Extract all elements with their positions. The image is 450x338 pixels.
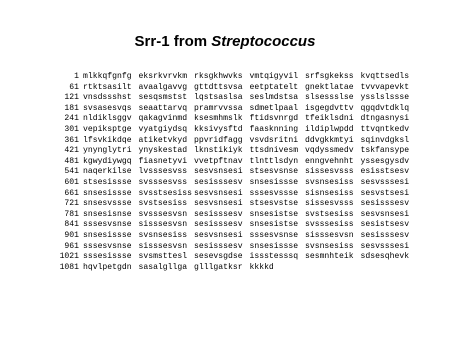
sequence-chunk: stsesissse <box>83 177 132 187</box>
sequence-chunk: yssesgysdv <box>360 156 410 166</box>
sequence-chunk: sdsesqhevk <box>360 252 410 262</box>
sequence-chunk: slsessslse <box>305 93 354 103</box>
sequence-chunk: vyatgiydsq <box>138 124 188 134</box>
residue-position: 121 <box>64 93 79 103</box>
sequence-chunk: snsesissse <box>249 241 299 251</box>
residue-position: 661 <box>64 188 79 198</box>
sequence-chunk: sssesvssse <box>249 188 299 198</box>
sequence-chunk: lfsvkikdqe <box>83 135 132 145</box>
sequence-chunk: sesistsesv <box>360 220 410 230</box>
sequence-chunk: sisssesvsn <box>138 241 188 251</box>
sequence-chunk: kgwydiywgq <box>83 156 132 166</box>
sequence-row <box>54 178 416 189</box>
sequence-chunk: sesisssesv <box>194 220 243 230</box>
sequence-row <box>54 72 416 83</box>
sequence-chunk: pramrvvssa <box>194 103 243 113</box>
sequence-block <box>54 72 416 273</box>
sequence-chunk: nldiklsggv <box>83 114 132 124</box>
residue-position: 1081 <box>59 262 79 272</box>
residue-position: 841 <box>64 220 79 230</box>
sequence-chunk: sesvsnsesi <box>194 199 243 209</box>
sequence-chunk: vsvdsritni <box>249 135 299 145</box>
sequence-chunk: sssesissse <box>83 252 132 262</box>
sequence-chunk: ppvridfagg <box>194 135 243 145</box>
sequence-chunk: kvqttsedls <box>360 72 410 81</box>
sequence-row <box>54 114 416 125</box>
sequence-chunk: vmtqigyvil <box>249 72 299 81</box>
residue-position: 781 <box>64 209 79 219</box>
sequence-chunk: rtktsasilt <box>83 82 132 92</box>
sequence-chunk: qgqdvtdklq <box>360 103 410 113</box>
sequence-chunk: vepiksptge <box>83 124 132 134</box>
sequence-chunk: issstesssq <box>249 252 299 262</box>
sequence-chunk: lqstsaslsa <box>194 93 243 103</box>
sequence-chunk: sisnsesiss <box>305 188 354 198</box>
sequence-chunk: tvvvapevkt <box>360 82 410 92</box>
title-organism: Streptococcus <box>211 33 316 50</box>
sequence-chunk: hqvlpetgdn <box>83 262 132 272</box>
sequence-chunk: tskfansype <box>360 146 410 156</box>
sequence-chunk: fiasnetyvi <box>138 156 188 166</box>
sequence-row <box>54 157 416 168</box>
sequence-row <box>54 104 416 115</box>
title-prefix: Srr-1 from <box>134 33 212 50</box>
sequence-chunk: sasalgllga <box>138 262 188 272</box>
sequence-chunk: svsssesvss <box>138 177 188 187</box>
sequence-chunk: svsasesvqs <box>83 103 132 113</box>
sequence-chunk: svstsesiss <box>138 199 188 209</box>
sequence-chunk <box>305 263 361 274</box>
sequence-chunk: svstsesiss <box>305 209 354 219</box>
sequence-chunk: sesisssesv <box>360 199 410 209</box>
sequence-row <box>54 167 416 178</box>
sequence-row <box>54 83 416 94</box>
sequence-chunk: sesisssesv <box>194 209 243 219</box>
sequence-chunk: sesmnhteik <box>305 252 354 262</box>
sequence-chunk: sssesvsnse <box>83 220 132 230</box>
sequence-chunk: sissesvsss <box>305 167 354 177</box>
sequence-chunk <box>361 263 417 274</box>
sequence-chunk: sesqsmstst <box>138 93 188 103</box>
sequence-chunk: vqdyssmedv <box>305 146 354 156</box>
sequence-chunk: sqinvdgksl <box>360 135 410 145</box>
sequence-chunk: svsnsesiss <box>138 230 188 240</box>
residue-position: 241 <box>64 114 79 124</box>
sequence-chunk: stsesvstse <box>249 199 299 209</box>
sequence-chunk: ynyskestad <box>138 146 188 156</box>
sequence-chunk: seaattarvq <box>138 103 188 113</box>
sequence-chunk: sesevsgdse <box>194 252 243 262</box>
sequence-chunk: tfeiklsdni <box>305 114 354 124</box>
sequence-chunk: ftidsvnrgd <box>249 114 299 124</box>
sequence-chunk: stsesvsnse <box>249 167 299 177</box>
sequence-chunk: snsesistse <box>249 220 299 230</box>
sequence-chunk: qakagvinmd <box>138 114 188 124</box>
sequence-chunk: snsesissse <box>83 230 132 240</box>
sequence-chunk: lknstikiyk <box>194 146 243 156</box>
sequence-chunk: lvsssesvss <box>138 167 188 177</box>
residue-position: 901 <box>64 230 79 240</box>
sequence-chunk: kksivysftd <box>194 124 243 134</box>
sequence-chunk: sssesvsnse <box>83 241 132 251</box>
residue-position: 601 <box>64 177 79 187</box>
residue-position: 961 <box>64 241 79 251</box>
residue-position: 481 <box>64 156 79 166</box>
sequence-chunk: gnektlatae <box>305 82 354 92</box>
sequence-chunk: ddvgkkmtyi <box>305 135 354 145</box>
residue-position: 721 <box>64 199 79 209</box>
sequence-chunk: sesisssesv <box>194 241 243 251</box>
residue-position: 61 <box>69 82 79 92</box>
sequence-chunk: mlkkqfgnfg <box>83 72 132 81</box>
sequence-chunk: sesvstsesi <box>360 188 410 198</box>
residue-position: 541 <box>64 167 79 177</box>
sequence-chunk: ttsdnivesm <box>249 146 299 156</box>
residue-position: 361 <box>64 135 79 145</box>
sequence-chunk: eksrkvrvkm <box>138 72 188 81</box>
sequence-chunk: tlnttlsdyn <box>249 156 299 166</box>
sequence-row <box>54 146 416 157</box>
sequence-chunk: sesvsssesi <box>360 241 410 251</box>
sequence-chunk: sesvsnsesi <box>194 230 243 240</box>
sequence-chunk: sesvsnsesi <box>194 167 243 177</box>
sequence-chunk: snsesisnse <box>83 209 132 219</box>
sequence-chunk: ynynglytri <box>83 146 132 156</box>
sequence-chunk: seslmdstsa <box>249 93 299 103</box>
sequence-chunk: sesvsnsesi <box>360 209 410 219</box>
sequence-chunk: svsnsesiss <box>305 241 354 251</box>
sequence-chunk: dtngasnysi <box>360 114 410 124</box>
sequence-chunk: sdmetlpaal <box>249 103 299 113</box>
sequence-chunk: svsssesiss <box>305 220 354 230</box>
sequence-chunk: ildiplwpdd <box>305 124 354 134</box>
sequence-chunk: rksgkhwvks <box>194 72 243 81</box>
sequence-row <box>54 125 416 136</box>
sequence-chunk: kkkkd <box>249 262 274 272</box>
sequence-chunk: gttdttsvsa <box>194 82 243 92</box>
sequence-row <box>54 220 416 231</box>
sequence-row <box>54 136 416 147</box>
sequence-chunk: vnsdssshst <box>83 93 132 103</box>
sequence-chunk: naqerkilse <box>83 167 132 177</box>
sequence-chunk: snsesissse <box>83 188 132 198</box>
sequence-row <box>54 263 416 274</box>
figure-title <box>0 33 450 50</box>
sequence-row <box>54 252 416 263</box>
sequence-chunk: eetptatelt <box>249 82 299 92</box>
sequence-row <box>54 93 416 104</box>
residue-position: 421 <box>64 146 79 156</box>
sequence-chunk: sesisssesv <box>360 230 410 240</box>
sequence-chunk: sisssesvsn <box>305 230 354 240</box>
sequence-chunk: ttvqntkedv <box>360 124 410 134</box>
sequence-chunk: sssesvsnse <box>249 230 299 240</box>
sequence-chunk: isgegdvttv <box>305 103 354 113</box>
sequence-row <box>54 231 416 242</box>
sequence-chunk: svsstsesiss <box>138 188 192 198</box>
sequence-chunk: sissesvsss <box>305 199 354 209</box>
sequence-chunk: svsmsttesl <box>138 252 188 262</box>
sequence-chunk: avaalgavvg <box>138 82 188 92</box>
sequence-chunk: svsssesvsn <box>138 209 188 219</box>
sequence-chunk: ysslslssse <box>360 93 410 103</box>
sequence-chunk: snsesistse <box>249 209 299 219</box>
sequence-chunk: faasknning <box>249 124 299 134</box>
sequence-row <box>54 189 416 200</box>
sequence-chunk: snsesvssse <box>83 199 132 209</box>
residue-position: 181 <box>64 103 79 113</box>
sequence-row <box>54 242 416 253</box>
residue-position: 1021 <box>59 252 79 262</box>
sequence-chunk: vvetpftnav <box>194 156 243 166</box>
sequence-chunk: atiketvkyd <box>138 135 188 145</box>
sequence-chunk: srfsgkekss <box>305 72 354 81</box>
sequence-chunk: snsesissse <box>249 177 299 187</box>
sequence-row <box>54 199 416 210</box>
sequence-chunk: sesvsssesi <box>360 177 410 187</box>
sequence-chunk: esisstsesv <box>360 167 410 177</box>
sequence-chunk: svsnsesiss <box>305 177 354 187</box>
residue-position: 1 <box>74 72 79 81</box>
sequence-chunk: glllgatksr <box>194 262 243 272</box>
sequence-chunk: sisssesvsn <box>138 220 188 230</box>
sequence-row <box>54 210 416 221</box>
sequence-chunk: enngvehnht <box>305 156 354 166</box>
sequence-chunk: sesvsnsesi <box>194 188 243 198</box>
sequence-chunk: ksesmhmslk <box>194 114 243 124</box>
residue-position: 301 <box>64 124 79 134</box>
sequence-chunk: sesisssesv <box>194 177 243 187</box>
